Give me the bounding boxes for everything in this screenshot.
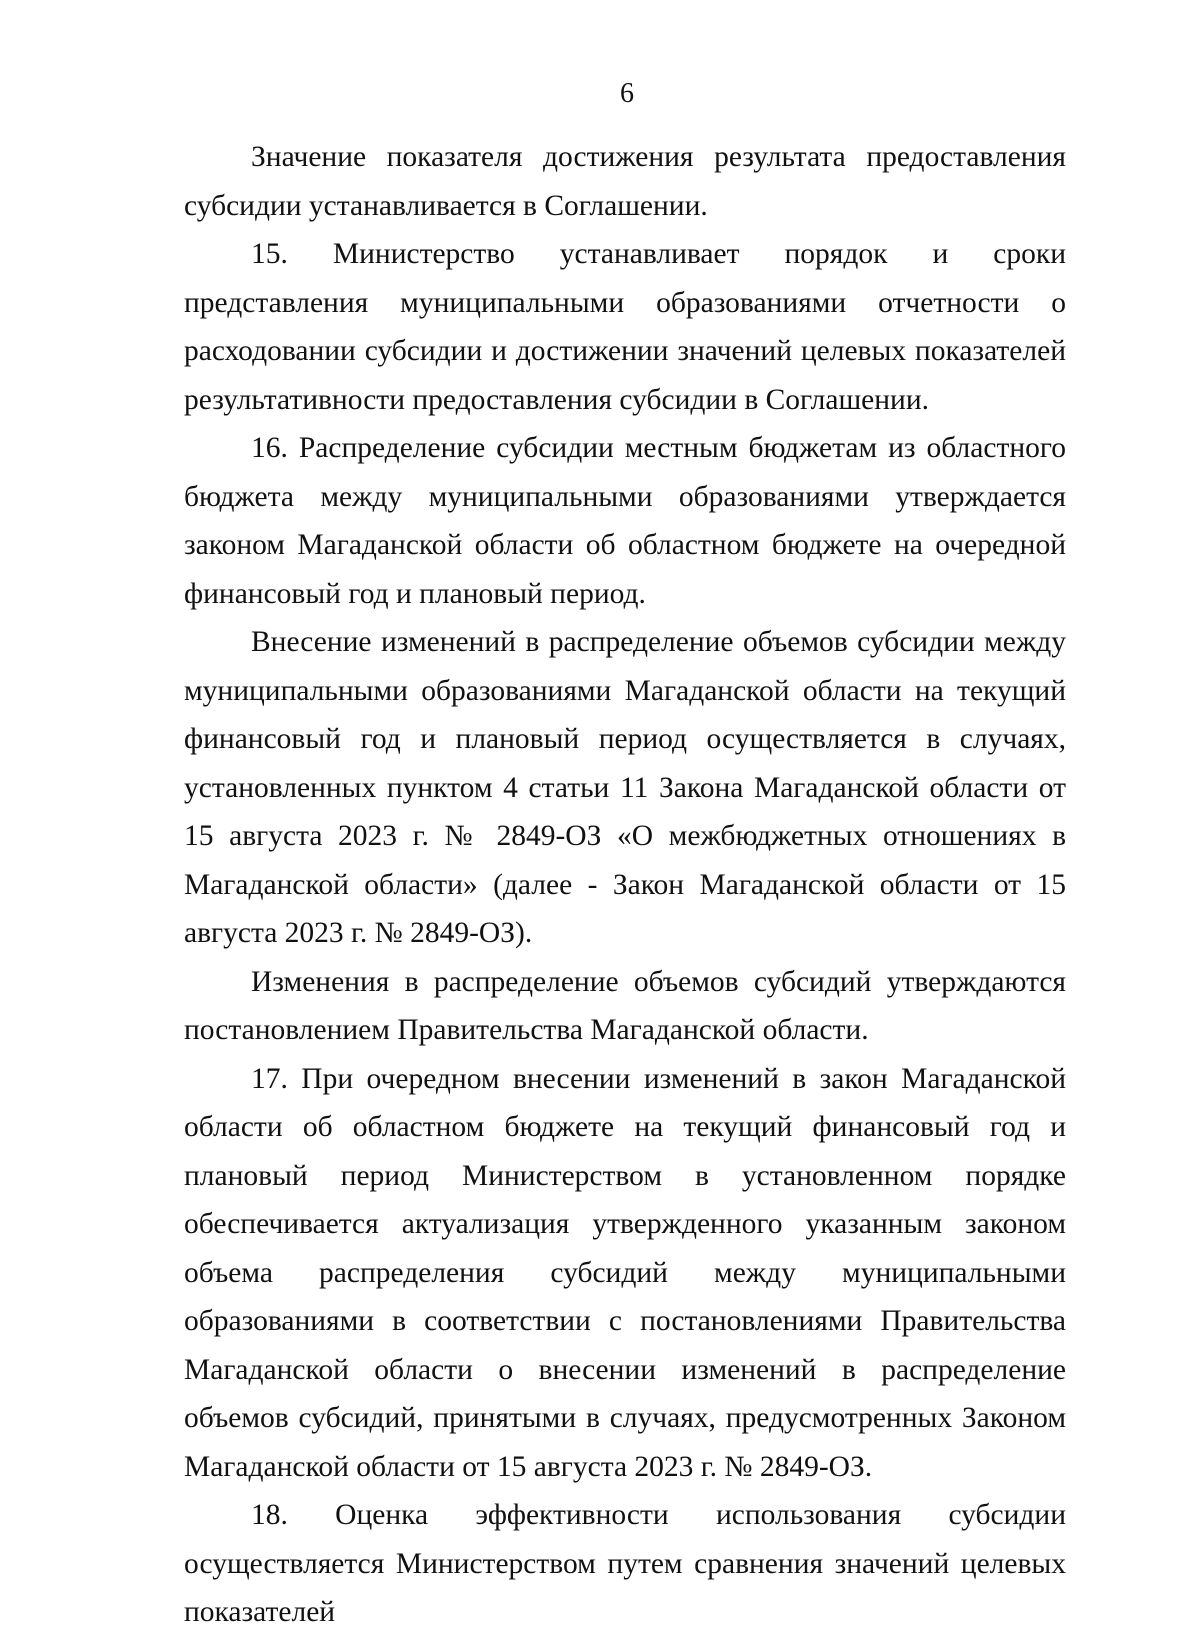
paragraph-16-distribution: 16. Распределение субсидии местным бюджетам из областного бюджета между муниципальными образованиями утверждается законом Магаданской области об областном бюджете на очередной финансовый год и плановый период. <box>184 432 1066 610</box>
paragraph-indicator-value: Значение показателя достижения результата предоставления субсидии устанавливается в Соглашении. <box>184 141 1066 222</box>
paragraph-distribution-changes: Внесение изменений в распределение объемов субсидии между муниципальными образованиями Магаданской области на текущий финансовый год и плановый период осуществляется в случаях, установленных пунктом 4 статьи 11 Закона Магаданской области от 15 августа 2023 г. № 2849-ОЗ «О межбюджетных отношениях в Магаданской области» (далее - Закон Магаданской области от 15 августа 2023 г. № 2849-ОЗ). <box>184 626 1066 949</box>
paragraph-17-actualization: 17. При очередном внесении изменений в закон Магаданской области об областном бюджете на текущий финансовый год и плановый период Министерством в установленном порядке обеспечивается актуализация утвержденного указанным законом объема распределения субсидий между муниципальными образованиями в соответствии с постановлениями Правительства Магаданской области о внесении изменений в распределение объемов субсидий, принятыми в случаях, предусмотренных Законом Магаданской области от 15 августа 2023 г. № 2849-ОЗ. <box>184 1062 1066 1483</box>
paragraph-15-reporting: 15. Министерство устанавливает порядок и сроки представления муниципальными образованиями отчетности о расходовании субсидии и достижении значений целевых показателей результативности предоставления субсидии в Соглашении. <box>184 238 1066 416</box>
paragraph-changes-approval: Изменения в распределение объемов субсидий утверждаются постановлением Правительства Магаданской области. <box>184 965 1066 1046</box>
paragraph-18-efficiency: 18. Оценка эффективности использования субсидии осуществляется Министерством путем сравнения значений целевых показателей <box>184 1499 1066 1628</box>
document-body <box>184 133 1066 1637</box>
page-number: 6 <box>620 78 634 109</box>
